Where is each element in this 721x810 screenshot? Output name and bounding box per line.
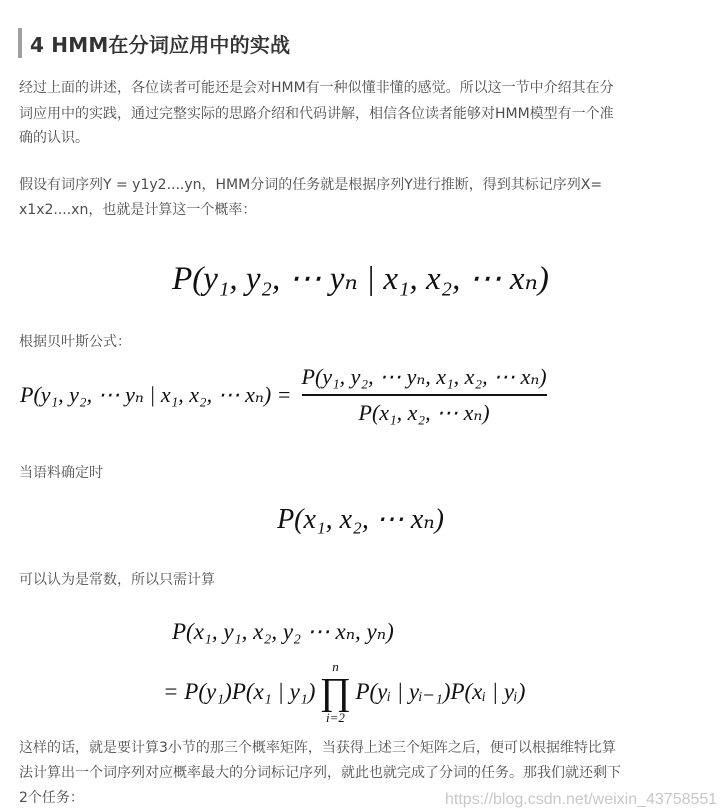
paragraph-line: 这样的话，就是要计算3小节的那三个概率矩阵，当获得上述三个矩阵之后，便可以根据维特比算	[19, 740, 616, 756]
product-upper-limit: n	[332, 659, 339, 674]
product-symbol: ∏	[319, 671, 352, 713]
paragraph-line: 法计算出一个词序列对应概率最大的分词标记序列，就此也就完成了分词的任务。那我们就还剩下	[19, 765, 621, 781]
formula-conditional-probability: P(y₁, y₂, ⋯ yₙ | x₁, x₂, ⋯ xₙ)	[172, 261, 549, 297]
formula-marginal: P(x₁, x₂, ⋯ xₙ)	[277, 504, 444, 535]
paragraph-line: 确的认识。	[19, 130, 89, 146]
paragraph-line: 2个任务：	[19, 790, 84, 806]
product-operator	[319, 660, 351, 724]
paragraph-line: 词应用中的实践，通过完整实际的思路介绍和代码讲解，相信各位读者能够对HMM模型有一个准	[19, 106, 614, 122]
watermark: https://blog.csdn.net/weixin_43758551	[445, 791, 718, 808]
formula-joint-line2-right: P(yᵢ | yᵢ₋₁)P(xᵢ | yᵢ)	[355, 679, 526, 704]
formula-bayes-fraction	[302, 362, 547, 428]
paragraph-line: 经过上面的讲述，各位读者可能还是会对HMM有一种似懂非懂的感觉。所以这一节中介绍其在分	[19, 80, 614, 96]
fraction-numerator: P(y₁, y₂, ⋯ yₙ, x₁, x₂, ⋯ xₙ)	[301, 364, 547, 389]
paragraph-line: 假设有词序列Y = y1y2....yn，HMM分词的任务就是根据序列Y进行推断，得到其标记序列X=	[19, 177, 603, 193]
fraction-denominator: P(x₁, x₂, ⋯ xₙ)	[358, 399, 490, 425]
corpus-label: 当语料确定时	[19, 465, 103, 481]
formula-joint-line2-left: = P(y₁)P(x₁ | y₁)	[163, 679, 316, 704]
heading-accent-bar	[18, 28, 22, 58]
formula-bayes	[20, 362, 710, 428]
formula-joint-line1: P(x₁, y₁, x₂, y₂ ⋯ xₙ, yₙ)	[172, 619, 394, 644]
fraction-bar	[302, 394, 547, 396]
constant-label: 可以认为是常数，所以只需计算	[19, 572, 215, 588]
formula-joint-line2	[163, 660, 525, 724]
paragraph-line: x1x2....xn，也就是计算这一个概率：	[19, 202, 257, 218]
product-lower-limit: i=2	[326, 710, 345, 725]
bayes-label: 根据贝叶斯公式：	[19, 334, 131, 350]
formula-bayes-lhs: P(y₁, y₂, ⋯ yₙ | x₁, x₂, ⋯ xₙ) =	[20, 381, 292, 407]
section-heading: 4 HMM在分词应用中的实战	[30, 33, 291, 57]
